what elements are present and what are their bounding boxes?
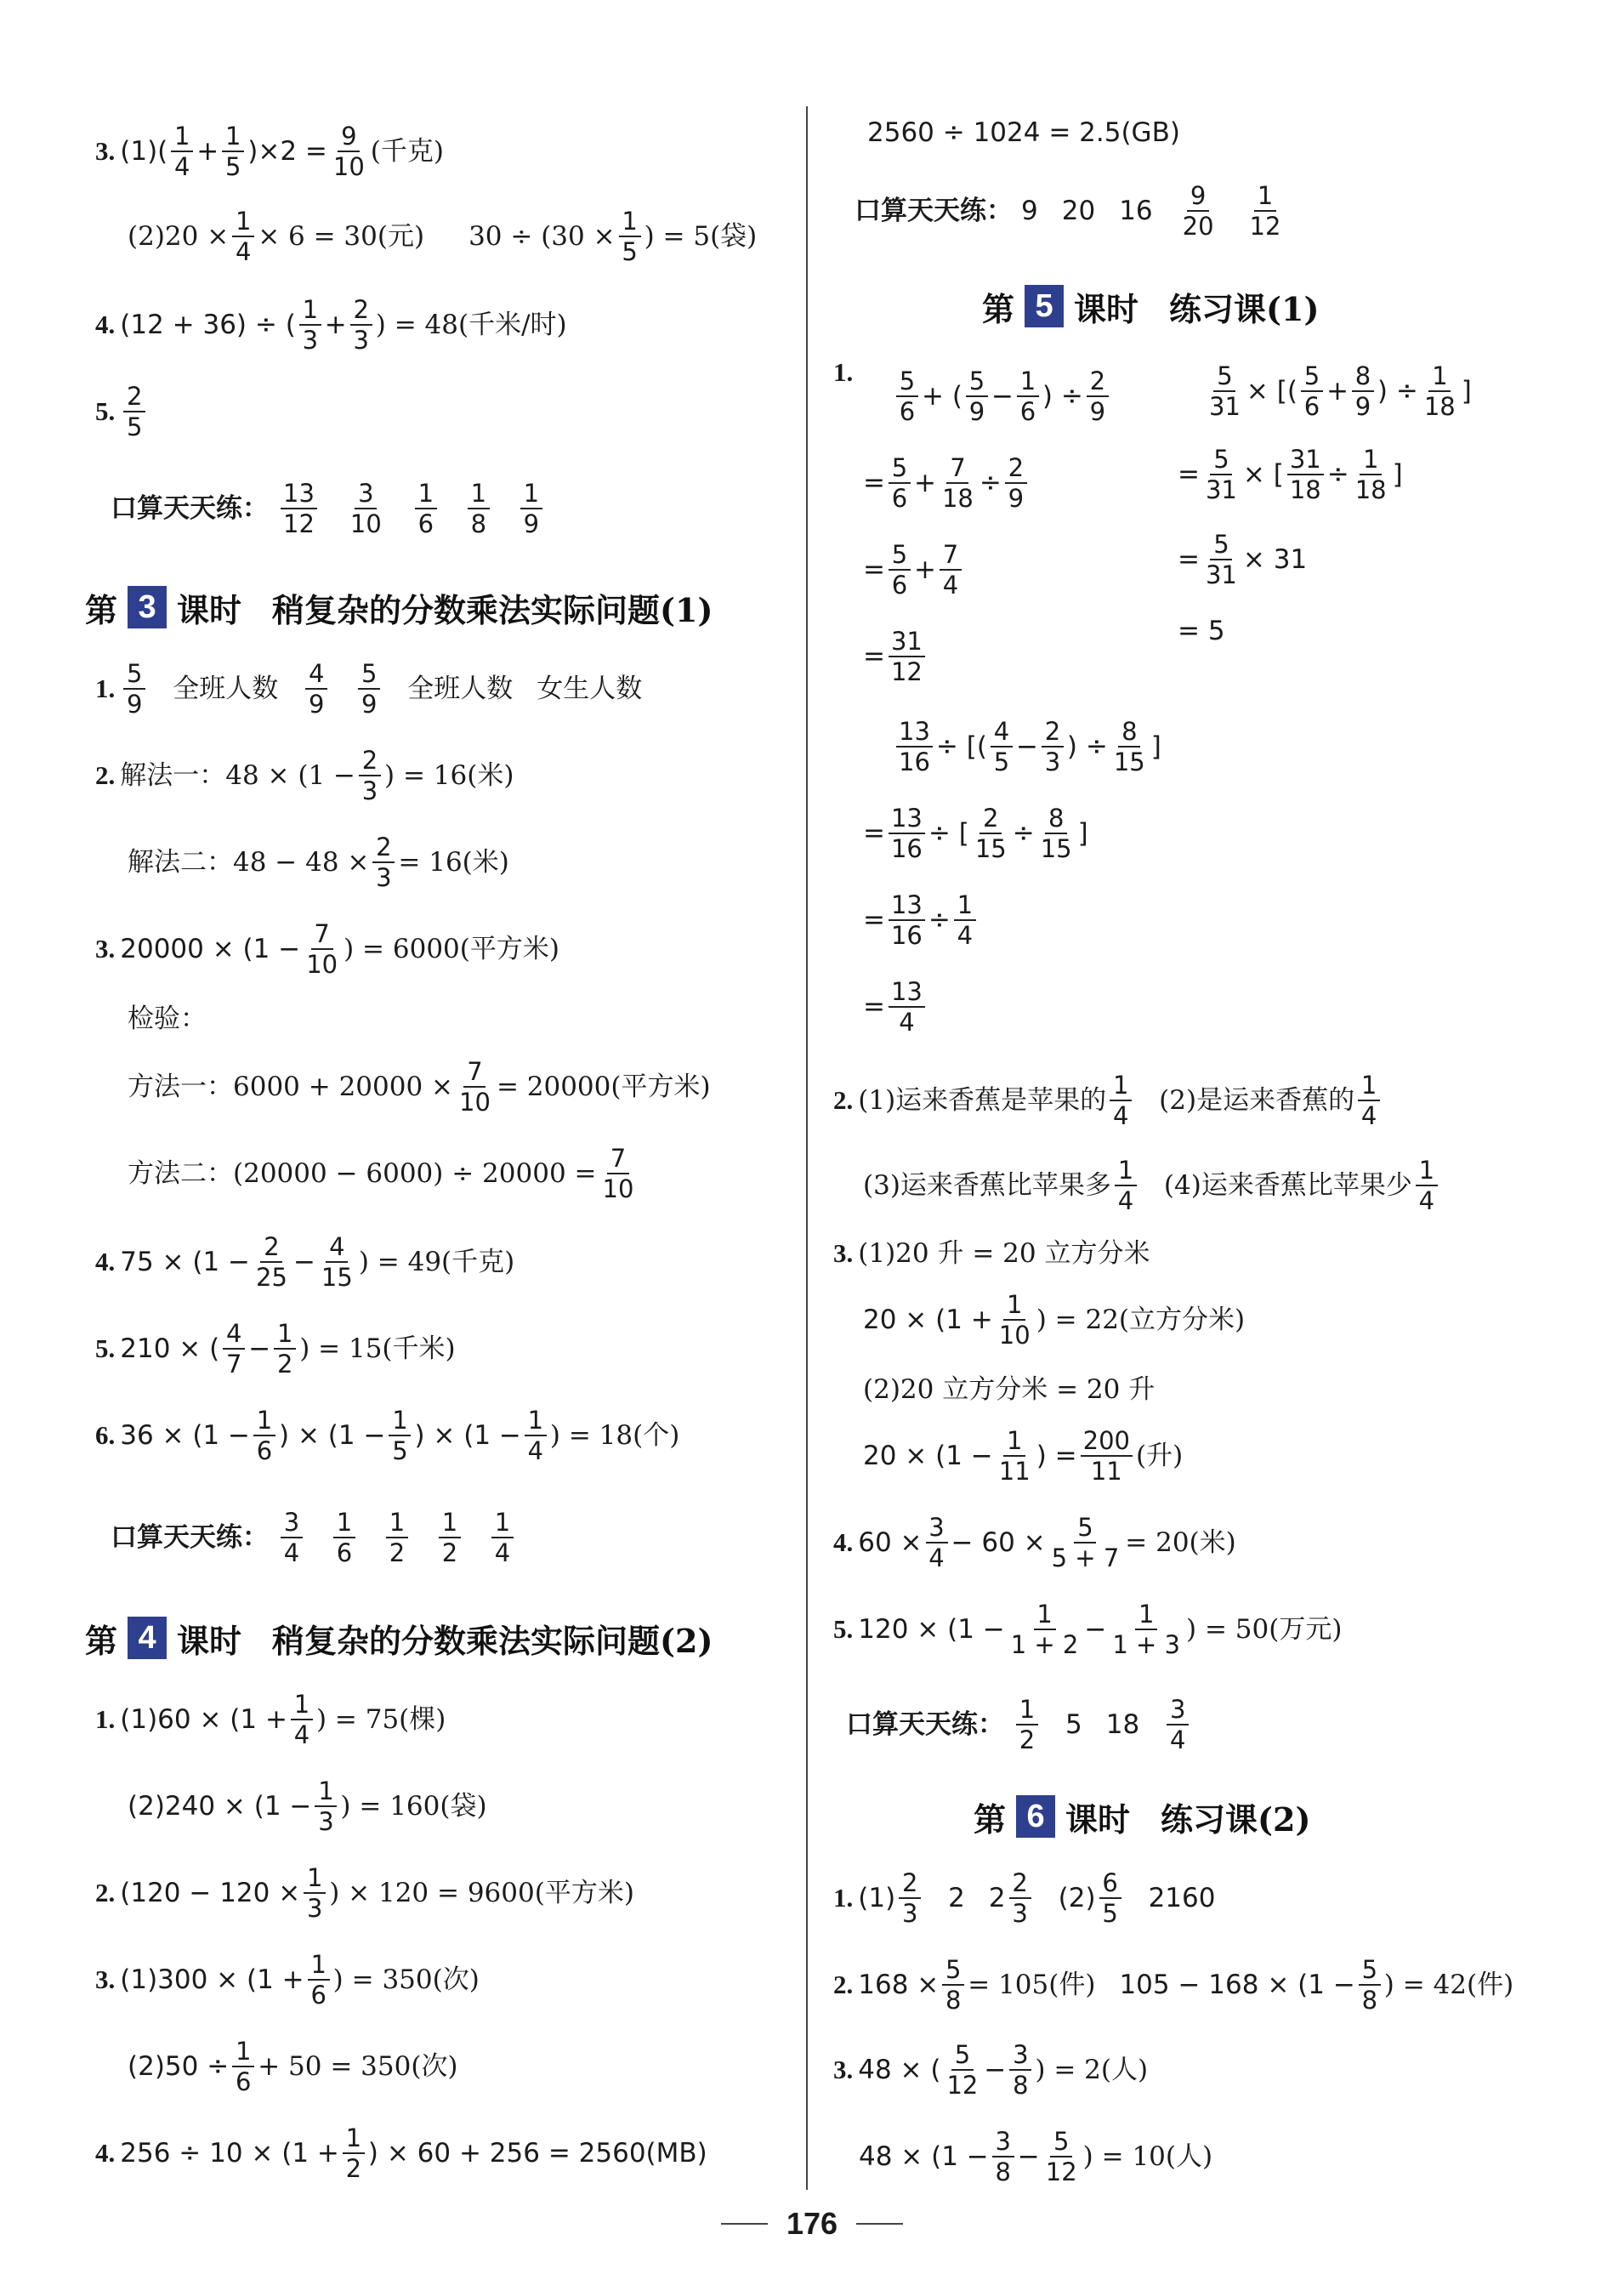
- fraction: $\frac{2}{3}$: [359, 746, 381, 805]
- fraction: $\frac{1}{18}$: [1354, 445, 1387, 504]
- fraction: $\frac{1}{10}$: [998, 1290, 1031, 1350]
- fraction: 1 4: [171, 122, 193, 181]
- fraction: $\frac{1}{2}$: [274, 1319, 296, 1379]
- calc-1-line-1: 5 6 + ( 5 9 − $\frac{1}{6}$ ) ÷ $\frac{2}{9}$: [893, 379, 1112, 413]
- calc-2-line-4: = 5: [1178, 616, 1225, 646]
- fraction: 1 12: [1249, 181, 1281, 241]
- fraction: $\frac{8}{15}$: [1113, 717, 1145, 776]
- fraction: $\frac{8}{15}$: [1040, 804, 1072, 863]
- right-top-line: 2560 ÷ 1024 = 2.5(GB): [867, 117, 1180, 148]
- fraction: $\frac{5}{6}$: [889, 453, 911, 513]
- lesson5-answer-2b: (3)运来香蕉比苹果多 1 4 (4)运来香蕉比苹果少 1 4: [863, 1168, 1441, 1202]
- fraction: $\frac{1}{1 + 3}$: [1112, 1600, 1181, 1659]
- fraction: $\frac{31}{18}$: [1287, 445, 1324, 504]
- fraction: 1 4: [1115, 1156, 1137, 1215]
- fraction: $\frac{5}{12}$: [1045, 2127, 1077, 2186]
- fraction: $\frac{5}{31}$: [1209, 361, 1241, 421]
- fraction: 4 5: [991, 717, 1013, 776]
- kousuan-row-3: 口算天天练： 9 20 16 9 20 1 12: [855, 194, 1286, 228]
- kousuan-row-1: 口算天天练： 13 12 3 10 1 6 1 8 1 9: [111, 492, 546, 526]
- fraction: $\frac{13}{4}$: [889, 977, 925, 1037]
- s3-answer-1: 1. 5 9 全班人数 4 9 5 9 全班人数 女生人数: [95, 659, 643, 719]
- page-footer: [0, 2203, 1624, 2245]
- fraction: $\frac{5}{5 + 7}$: [1051, 1513, 1120, 1572]
- fraction: $\frac{31}{12}$: [889, 627, 925, 686]
- s3-check-label: 检验：: [128, 1003, 207, 1034]
- calc-3-line-3: = $\frac{13}{16}$ ÷ $\frac{1}{4}$: [863, 903, 980, 937]
- fraction: 1 6: [415, 479, 437, 538]
- fraction: 5 9: [123, 659, 145, 719]
- calc-3-line-2: = $\frac{13}{16}$ ÷ [ $\frac{2}{15}$ ÷ $\frac{8}{15}$ ]: [863, 804, 1088, 863]
- lesson5-answer-5: 5. 120 × (1 − $\frac{1}{1 + 2}$ − $\frac{1}{1 + 3}$ ) = 50(万元): [833, 1600, 1343, 1659]
- s3-method-1: 方法一：6000 + 20000 × $\frac{7}{10}$ = 20000(平方米): [128, 1057, 711, 1117]
- s4-answer-3a: 3. (1)300 × (1 + $\frac{1}{6}$ ) = 350(次): [95, 1950, 480, 2010]
- calc-2-line-2: = $\frac{5}{31}$ × [ $\frac{31}{18}$ ÷ $\frac{1}{18}$ ]: [1178, 445, 1403, 504]
- fraction: $\frac{5}{6}$: [889, 540, 911, 600]
- fraction: $\frac{3}{8}$: [1009, 2040, 1031, 2100]
- kousuan-row-2: 口算天天练： 3 4 1 6 1 2 1 2 1 4: [111, 1521, 517, 1555]
- lesson5-answer-3d: 20 × (1 − $\frac{1}{11}$ ) = $\frac{200}{11}$ (升): [863, 1426, 1184, 1486]
- s3-answer-5: 5. 210 × ( 4 7 − $\frac{1}{2}$ ) = 15(千米): [95, 1319, 456, 1379]
- fraction: 5 9: [358, 659, 380, 719]
- calc-2-line-3: = $\frac{5}{31}$ × 31: [1178, 530, 1308, 589]
- fraction: 2 3: [1009, 1868, 1031, 1928]
- fraction: $\frac{4}{15}$: [321, 1232, 353, 1292]
- fraction: $\frac{1}{6}$: [1017, 367, 1039, 426]
- fraction: 1 6: [333, 1508, 355, 1567]
- lesson-number-badge: 6: [1016, 1795, 1055, 1838]
- fraction: $\frac{2}{25}$: [256, 1232, 287, 1292]
- lesson6-answer-3b: 48 × (1 − $\frac{3}{8}$ − $\frac{5}{12}$ ) = 10(人): [859, 2127, 1213, 2186]
- lesson-number-badge: 4: [128, 1617, 167, 1659]
- fraction: 4 9: [305, 659, 327, 719]
- lesson-number-badge: 5: [1025, 285, 1064, 327]
- fraction: 1 3: [299, 295, 321, 355]
- fraction: $\frac{2}{3}$: [350, 295, 372, 355]
- fraction: 5 6: [1301, 361, 1323, 421]
- lesson5-answer-3c: (2)20 立方分米 = 20 升: [863, 1374, 1156, 1405]
- fraction: $\frac{1}{11}$: [998, 1426, 1031, 1486]
- fraction: 2 3: [899, 1868, 921, 1928]
- fraction: 5 6: [896, 367, 918, 426]
- calc-1-line-2: = $\frac{5}{6}$ + $\frac{7}{18}$ ÷ $\frac{2}{9}$: [863, 466, 1031, 500]
- fraction: $\frac{200}{11}$: [1081, 1426, 1133, 1486]
- fraction: $\frac{5}{8}$: [1359, 1955, 1381, 2015]
- fraction: $\frac{5}{31}$: [1205, 530, 1237, 589]
- lesson6-answer-1: 1. (1) 2 3 2 2 2 3 (2) 6 5 2160: [833, 1868, 1216, 1928]
- fraction: $\frac{13}{16}$: [889, 890, 925, 950]
- fraction: 1 4: [1358, 1071, 1380, 1130]
- answer-3-1: 3. (1)( 1 4 + $\frac{1}{5}$ )×2 = $\frac{9}{10}$ (千克): [95, 122, 444, 181]
- lesson5-answer-3b: 20 × (1 + $\frac{1}{10}$ ) = 22(立方分米): [863, 1290, 1246, 1350]
- fraction: 1 8: [468, 479, 490, 538]
- fraction: 4 7: [223, 1319, 245, 1379]
- section-heading-5: 第 5 课时 练习课(1): [982, 281, 1319, 332]
- fraction: 13 12: [281, 479, 317, 538]
- fraction: $\frac{13}{16}$: [889, 804, 925, 863]
- fraction: $\frac{7}{4}$: [940, 540, 962, 600]
- fraction: $\frac{1}{2}$: [343, 2123, 365, 2183]
- calc-1-line-4: = $\frac{31}{12}$: [863, 640, 928, 674]
- column-divider: [806, 106, 808, 2190]
- s3-answer-2b: 解法二：48 − 48 × $\frac{2}{3}$ = 16(米): [128, 833, 509, 892]
- footer-rule-left: [721, 2223, 768, 2225]
- lesson6-answer-3a: 3. 48 × ( 5 12 − $\frac{3}{8}$ ) = 2(人): [833, 2040, 1149, 2100]
- fraction: 1 4: [1110, 1071, 1132, 1130]
- fraction: $\frac{1}{6}$: [253, 1406, 275, 1465]
- fraction: $\frac{1}{6}$: [308, 1950, 330, 2010]
- fraction: $\frac{5}{8}$: [942, 1955, 964, 2015]
- calc-2-line-1: $\frac{5}{31}$ × [( 5 6 + $\frac{8}{9}$ ) ÷ $\frac{1}{18}$ ]: [1203, 374, 1472, 408]
- fraction: $\frac{7}{10}$: [459, 1057, 491, 1117]
- fraction: $\frac{2}{3}$: [372, 833, 395, 892]
- s3-answer-6: 6. 36 × (1 − $\frac{1}{6}$ ) × (1 − $\frac{1}{5}$ ) × (1 − $\frac{1}{4}$ ) = 18(个): [95, 1406, 680, 1465]
- calc-3-line-1: $\frac{13}{16}$ ÷ [( 4 5 − $\frac{2}{3}$ ) ÷ $\frac{8}{15}$ ]: [893, 730, 1161, 764]
- fraction: $\frac{1}{1 + 2}$: [1010, 1600, 1079, 1659]
- fraction: $\frac{8}{9}$: [1352, 361, 1374, 421]
- kousuan-row-4: 口算天天练： 1 2 5 18 3 4: [846, 1708, 1192, 1742]
- fraction: $\frac{3}{4}$: [926, 1513, 948, 1572]
- footer-rule-right: [856, 2223, 903, 2225]
- s3-answer-4: 4. 75 × (1 − $\frac{2}{25}$ − $\frac{4}{15}$ ) = 49(千克): [95, 1232, 515, 1292]
- answer-5: 5. 2 5: [95, 395, 149, 429]
- fraction: 5 12: [946, 2040, 979, 2100]
- fraction: $\frac{9}{10}$: [332, 122, 365, 181]
- s3-answer-3: 3. 20000 × (1 − $\frac{7}{10}$ ) = 6000(平方米): [95, 919, 559, 979]
- fraction: 6 5: [1099, 1868, 1121, 1928]
- calc-3-line-4: = $\frac{13}{4}$: [863, 990, 928, 1024]
- s4-answer-3b: (2)50 ÷ $\frac{1}{6}$ + 50 = 350(次): [128, 2037, 458, 2096]
- section-heading-4: 第 4 课时 稍复杂的分数乘法实际问题(2): [85, 1612, 713, 1663]
- s4-answer-4: 4. 256 ÷ 10 × (1 + $\frac{1}{2}$ ) × 60 + 256 = 2560(MB): [95, 2123, 707, 2183]
- page-number: 176: [786, 2206, 838, 2241]
- fraction: $\frac{1}{4}$: [525, 1406, 547, 1465]
- fraction: 1 2: [1016, 1695, 1038, 1754]
- fraction: $\frac{1}{4}$: [291, 1690, 313, 1749]
- fraction: $\frac{1}{6}$: [232, 2037, 254, 2096]
- fraction: 5 9: [966, 367, 988, 426]
- fraction: $\frac{1}{4}$: [954, 890, 976, 950]
- lesson5-answer-4: 4. 60 × $\frac{3}{4}$ − 60 × $\frac{5}{5 + 7}$ = 20(米): [833, 1513, 1236, 1572]
- fraction: 3 4: [1167, 1695, 1189, 1754]
- fraction: $\frac{1}{3}$: [315, 1777, 337, 1836]
- fraction: $\frac{2}{9}$: [1087, 367, 1109, 426]
- fraction: $\frac{13}{16}$: [896, 717, 933, 776]
- fraction: 9 20: [1182, 181, 1214, 241]
- fraction: 3 10: [349, 479, 382, 538]
- lesson-number-badge: 3: [128, 586, 167, 628]
- section-heading-6: 第 6 课时 练习课(2): [974, 1791, 1310, 1842]
- fraction: $\frac{1}{3}$: [304, 1863, 326, 1923]
- fraction: $\frac{7}{10}$: [306, 919, 338, 979]
- fraction: $\frac{7}{18}$: [941, 453, 974, 513]
- fraction: 2 5: [123, 382, 145, 441]
- fraction: $\frac{1}{4}$: [232, 207, 254, 266]
- fraction: 1 2: [386, 1508, 408, 1567]
- calc-1-line-3: = $\frac{5}{6}$ + $\frac{7}{4}$: [863, 553, 965, 587]
- s3-method-2: 方法二：(20000 − 6000) ÷ 20000 = $\frac{7}{10}$: [128, 1157, 639, 1191]
- s4-answer-2: 2. (120 − 120 × $\frac{1}{3}$ ) × 120 = 9600(平方米): [95, 1863, 634, 1923]
- fraction: $\frac{1}{18}$: [1423, 361, 1456, 421]
- fraction: $\frac{1}{5}$: [222, 122, 244, 181]
- fraction: $\frac{2}{3}$: [1042, 717, 1064, 776]
- lesson5-answer-3a: 3. (1)20 升 = 20 立方分米: [833, 1238, 1150, 1269]
- section-heading-3: 第 3 课时 稍复杂的分数乘法实际问题(1): [85, 582, 713, 633]
- fraction: $\frac{1}{5}$: [619, 207, 641, 266]
- fraction: $\frac{2}{9}$: [1005, 453, 1027, 513]
- fraction: 1 4: [491, 1508, 514, 1567]
- fraction: 1 4: [1416, 1156, 1438, 1215]
- s4-answer-1b: (2)240 × (1 − $\frac{1}{3}$ ) = 160(袋): [128, 1777, 487, 1836]
- answer-3-2: (2)20 × $\frac{1}{4}$ × 6 = 30(元) 30 ÷ (30 × $\frac{1}{5}$ ) = 5(袋): [128, 207, 758, 266]
- fraction: 3 4: [281, 1508, 303, 1567]
- lesson5-answer-2a: 2. (1)运来香蕉是苹果的 1 4 (2)是运来香蕉的 1 4: [833, 1083, 1383, 1117]
- fraction: $\frac{2}{15}$: [974, 804, 1007, 863]
- lesson6-answer-2: 2. 168 × $\frac{5}{8}$ = 105(件) 105 − 168 × (1 − $\frac{5}{8}$ ) = 42(件): [833, 1955, 1514, 2015]
- s4-answer-1a: 1. (1)60 × (1 + $\frac{1}{4}$ ) = 75(棵): [95, 1690, 446, 1749]
- fraction: $\frac{7}{10}$: [602, 1144, 634, 1203]
- fraction: $\frac{1}{5}$: [389, 1406, 411, 1465]
- lesson5-q1-number: 1.: [833, 357, 854, 387]
- fraction: 1 9: [520, 479, 542, 538]
- fraction: $\frac{3}{8}$: [992, 2127, 1014, 2186]
- answer-4: 4. (12 + 36) ÷ ( 1 3 + $\frac{2}{3}$ ) = 48(千米/时): [95, 295, 567, 355]
- fraction: $\frac{5}{31}$: [1205, 445, 1237, 504]
- s3-answer-2a: 2. 解法一：48 × (1 − $\frac{2}{3}$ ) = 16(米): [95, 746, 514, 805]
- fraction: 1 2: [439, 1508, 461, 1567]
